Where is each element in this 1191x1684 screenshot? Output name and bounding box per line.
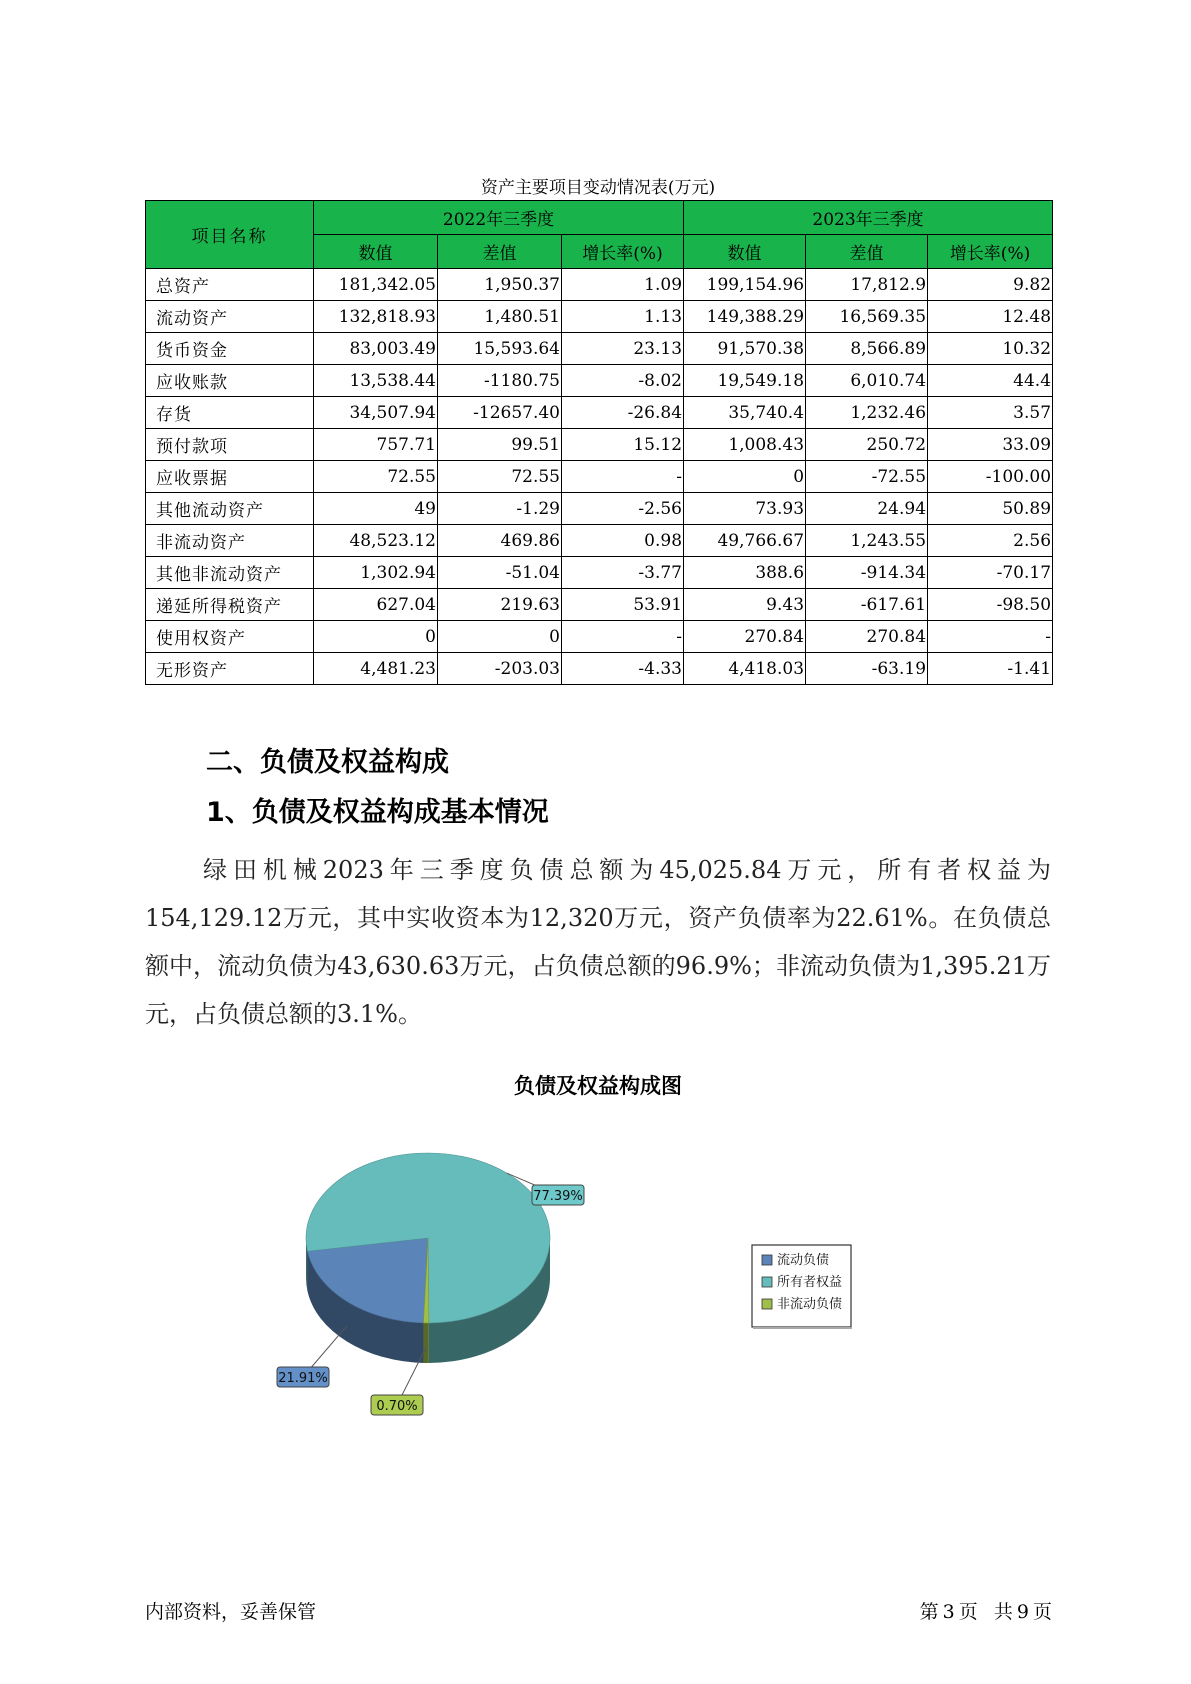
footer-page-info bbox=[916, 1597, 1052, 1624]
row-value: 1,480.51 bbox=[438, 301, 562, 333]
legend-swatch bbox=[762, 1255, 772, 1265]
row-value: 627.04 bbox=[314, 589, 438, 621]
row-item-name: 递延所得税资产 bbox=[146, 589, 314, 621]
legend-swatch bbox=[762, 1277, 772, 1287]
row-value: 15,593.64 bbox=[438, 333, 562, 365]
header-item-name: 项目名称 bbox=[146, 201, 314, 269]
pie-label-text: 77.39% bbox=[533, 1189, 583, 1204]
row-value: 16,569.35 bbox=[806, 301, 928, 333]
row-value: -203.03 bbox=[438, 653, 562, 685]
header-period-2022: 2022年三季度 bbox=[314, 201, 684, 235]
header-col: 增长率(%) bbox=[928, 235, 1053, 269]
page-mid: 页 bbox=[958, 1601, 978, 1623]
row-value: 10.32 bbox=[928, 333, 1053, 365]
row-value: 53.91 bbox=[562, 589, 684, 621]
legend-swatch bbox=[762, 1299, 772, 1309]
row-value: -4.33 bbox=[562, 653, 684, 685]
row-value: 50.89 bbox=[928, 493, 1053, 525]
row-item-name: 预付款项 bbox=[146, 429, 314, 461]
row-value: 4,481.23 bbox=[314, 653, 438, 685]
row-value: - bbox=[562, 461, 684, 493]
row-value: -3.77 bbox=[562, 557, 684, 589]
row-value: 44.4 bbox=[928, 365, 1053, 397]
row-value: 270.84 bbox=[806, 621, 928, 653]
legend-item-label: 流动负债 bbox=[777, 1253, 830, 1268]
row-value: 0 bbox=[684, 461, 806, 493]
row-value: 2.56 bbox=[928, 525, 1053, 557]
pie-label-0 bbox=[277, 1326, 347, 1387]
row-value: - bbox=[562, 621, 684, 653]
header-col: 数值 bbox=[314, 235, 438, 269]
page-prefix: 第 bbox=[919, 1601, 939, 1623]
row-value: -1.41 bbox=[928, 653, 1053, 685]
row-value: -1.29 bbox=[438, 493, 562, 525]
row-value: 6,010.74 bbox=[806, 365, 928, 397]
row-value: 72.55 bbox=[314, 461, 438, 493]
row-value: 250.72 bbox=[806, 429, 928, 461]
row-item-name: 应收票据 bbox=[146, 461, 314, 493]
header-col: 数值 bbox=[684, 235, 806, 269]
row-value: 1,232.46 bbox=[806, 397, 928, 429]
row-value: 149,388.29 bbox=[684, 301, 806, 333]
header-col: 差值 bbox=[438, 235, 562, 269]
row-value: 270.84 bbox=[684, 621, 806, 653]
row-value: 15.12 bbox=[562, 429, 684, 461]
row-item-name: 其他流动资产 bbox=[146, 493, 314, 525]
row-value: 48,523.12 bbox=[314, 525, 438, 557]
row-value: -72.55 bbox=[806, 461, 928, 493]
row-value: 132,818.93 bbox=[314, 301, 438, 333]
legend-item-label: 所有者权益 bbox=[777, 1275, 843, 1290]
row-value: 72.55 bbox=[438, 461, 562, 493]
row-value: -8.02 bbox=[562, 365, 684, 397]
row-value: 34,507.94 bbox=[314, 397, 438, 429]
row-value: 1,950.37 bbox=[438, 269, 562, 301]
pie-side-2 bbox=[423, 1323, 428, 1363]
row-value: 83,003.49 bbox=[314, 333, 438, 365]
row-value: 469.86 bbox=[438, 525, 562, 557]
row-value: 99.51 bbox=[438, 429, 562, 461]
row-value: -1180.75 bbox=[438, 365, 562, 397]
row-value: 219.63 bbox=[438, 589, 562, 621]
subsection-heading: 1、负债及权益构成基本情况 bbox=[206, 797, 549, 828]
row-value: -914.34 bbox=[806, 557, 928, 589]
row-value: -617.61 bbox=[806, 589, 928, 621]
row-value: 181,342.05 bbox=[314, 269, 438, 301]
row-value: 388.6 bbox=[684, 557, 806, 589]
legend-item-label: 非流动负债 bbox=[777, 1297, 843, 1312]
row-value: 24.94 bbox=[806, 493, 928, 525]
row-value: 73.93 bbox=[684, 493, 806, 525]
footer-confidential: 内部资料，妥善保管 bbox=[145, 1601, 317, 1623]
total-prefix: 共 bbox=[993, 1601, 1013, 1623]
row-value: 4,418.03 bbox=[684, 653, 806, 685]
row-item-name: 存货 bbox=[146, 397, 314, 429]
row-value: 33.09 bbox=[928, 429, 1053, 461]
row-value: 1,302.94 bbox=[314, 557, 438, 589]
row-value: -26.84 bbox=[562, 397, 684, 429]
total-suffix: 页 bbox=[1032, 1601, 1052, 1623]
row-value: 1.13 bbox=[562, 301, 684, 333]
total-pages: 9 bbox=[1016, 1601, 1029, 1623]
row-item-name: 总资产 bbox=[146, 269, 314, 301]
page-number: 3 bbox=[942, 1601, 955, 1623]
row-item-name: 货币资金 bbox=[146, 333, 314, 365]
row-value: 17,812.9 bbox=[806, 269, 928, 301]
row-item-name: 其他非流动资产 bbox=[146, 557, 314, 589]
summary-paragraph: 绿田机械2023年三季度负债总额为45,025.84万元，所有者权益为154,129.12万元，其中实收资本为12,320万元，资产负债率为22.61%。在负债总额中，流动负债为43,630.63万元，占负债总额的96.9%；非流动负债为1,395.21万元，占负债总额的3.1%。 bbox=[145, 856, 1051, 1028]
row-value: 3.57 bbox=[928, 397, 1053, 429]
row-item-name: 应收账款 bbox=[146, 365, 314, 397]
row-value: 9.82 bbox=[928, 269, 1053, 301]
row-value: 1,008.43 bbox=[684, 429, 806, 461]
row-value: -12657.40 bbox=[438, 397, 562, 429]
row-value: 9.43 bbox=[684, 589, 806, 621]
row-item-name: 流动资产 bbox=[146, 301, 314, 333]
row-item-name: 使用权资产 bbox=[146, 621, 314, 653]
row-value: 49 bbox=[314, 493, 438, 525]
row-value: 0.98 bbox=[562, 525, 684, 557]
row-value: -63.19 bbox=[806, 653, 928, 685]
table-caption: 资产主要项目变动情况表(万元) bbox=[480, 178, 716, 198]
row-value: 8,566.89 bbox=[806, 333, 928, 365]
row-value: 49,766.67 bbox=[684, 525, 806, 557]
row-item-name: 非流动资产 bbox=[146, 525, 314, 557]
header-col: 差值 bbox=[806, 235, 928, 269]
row-value: -98.50 bbox=[928, 589, 1053, 621]
row-value: 757.71 bbox=[314, 429, 438, 461]
row-value: 0 bbox=[438, 621, 562, 653]
row-item-name: 无形资产 bbox=[146, 653, 314, 685]
row-value: - bbox=[928, 621, 1053, 653]
row-value: 91,570.38 bbox=[684, 333, 806, 365]
row-value: 23.13 bbox=[562, 333, 684, 365]
row-value: 35,740.4 bbox=[684, 397, 806, 429]
row-value: 12.48 bbox=[928, 301, 1053, 333]
chart-title: 负债及权益构成图 bbox=[514, 1074, 682, 1098]
row-value: 199,154.96 bbox=[684, 269, 806, 301]
pie-label-text: 0.70% bbox=[376, 1399, 418, 1414]
pie-label-text: 21.91% bbox=[278, 1371, 328, 1386]
row-value: 19,549.18 bbox=[684, 365, 806, 397]
chart-legend bbox=[752, 1245, 852, 1328]
row-value: 0 bbox=[314, 621, 438, 653]
row-value: -100.00 bbox=[928, 461, 1053, 493]
section-heading: 二、负债及权益构成 bbox=[206, 747, 449, 778]
row-value: -51.04 bbox=[438, 557, 562, 589]
header-period-2023: 2023年三季度 bbox=[684, 201, 1053, 235]
header-col: 增长率(%) bbox=[562, 235, 684, 269]
row-value: -2.56 bbox=[562, 493, 684, 525]
row-value: 1.09 bbox=[562, 269, 684, 301]
row-value: 13,538.44 bbox=[314, 365, 438, 397]
row-value: -70.17 bbox=[928, 557, 1053, 589]
row-value: 1,243.55 bbox=[806, 525, 928, 557]
